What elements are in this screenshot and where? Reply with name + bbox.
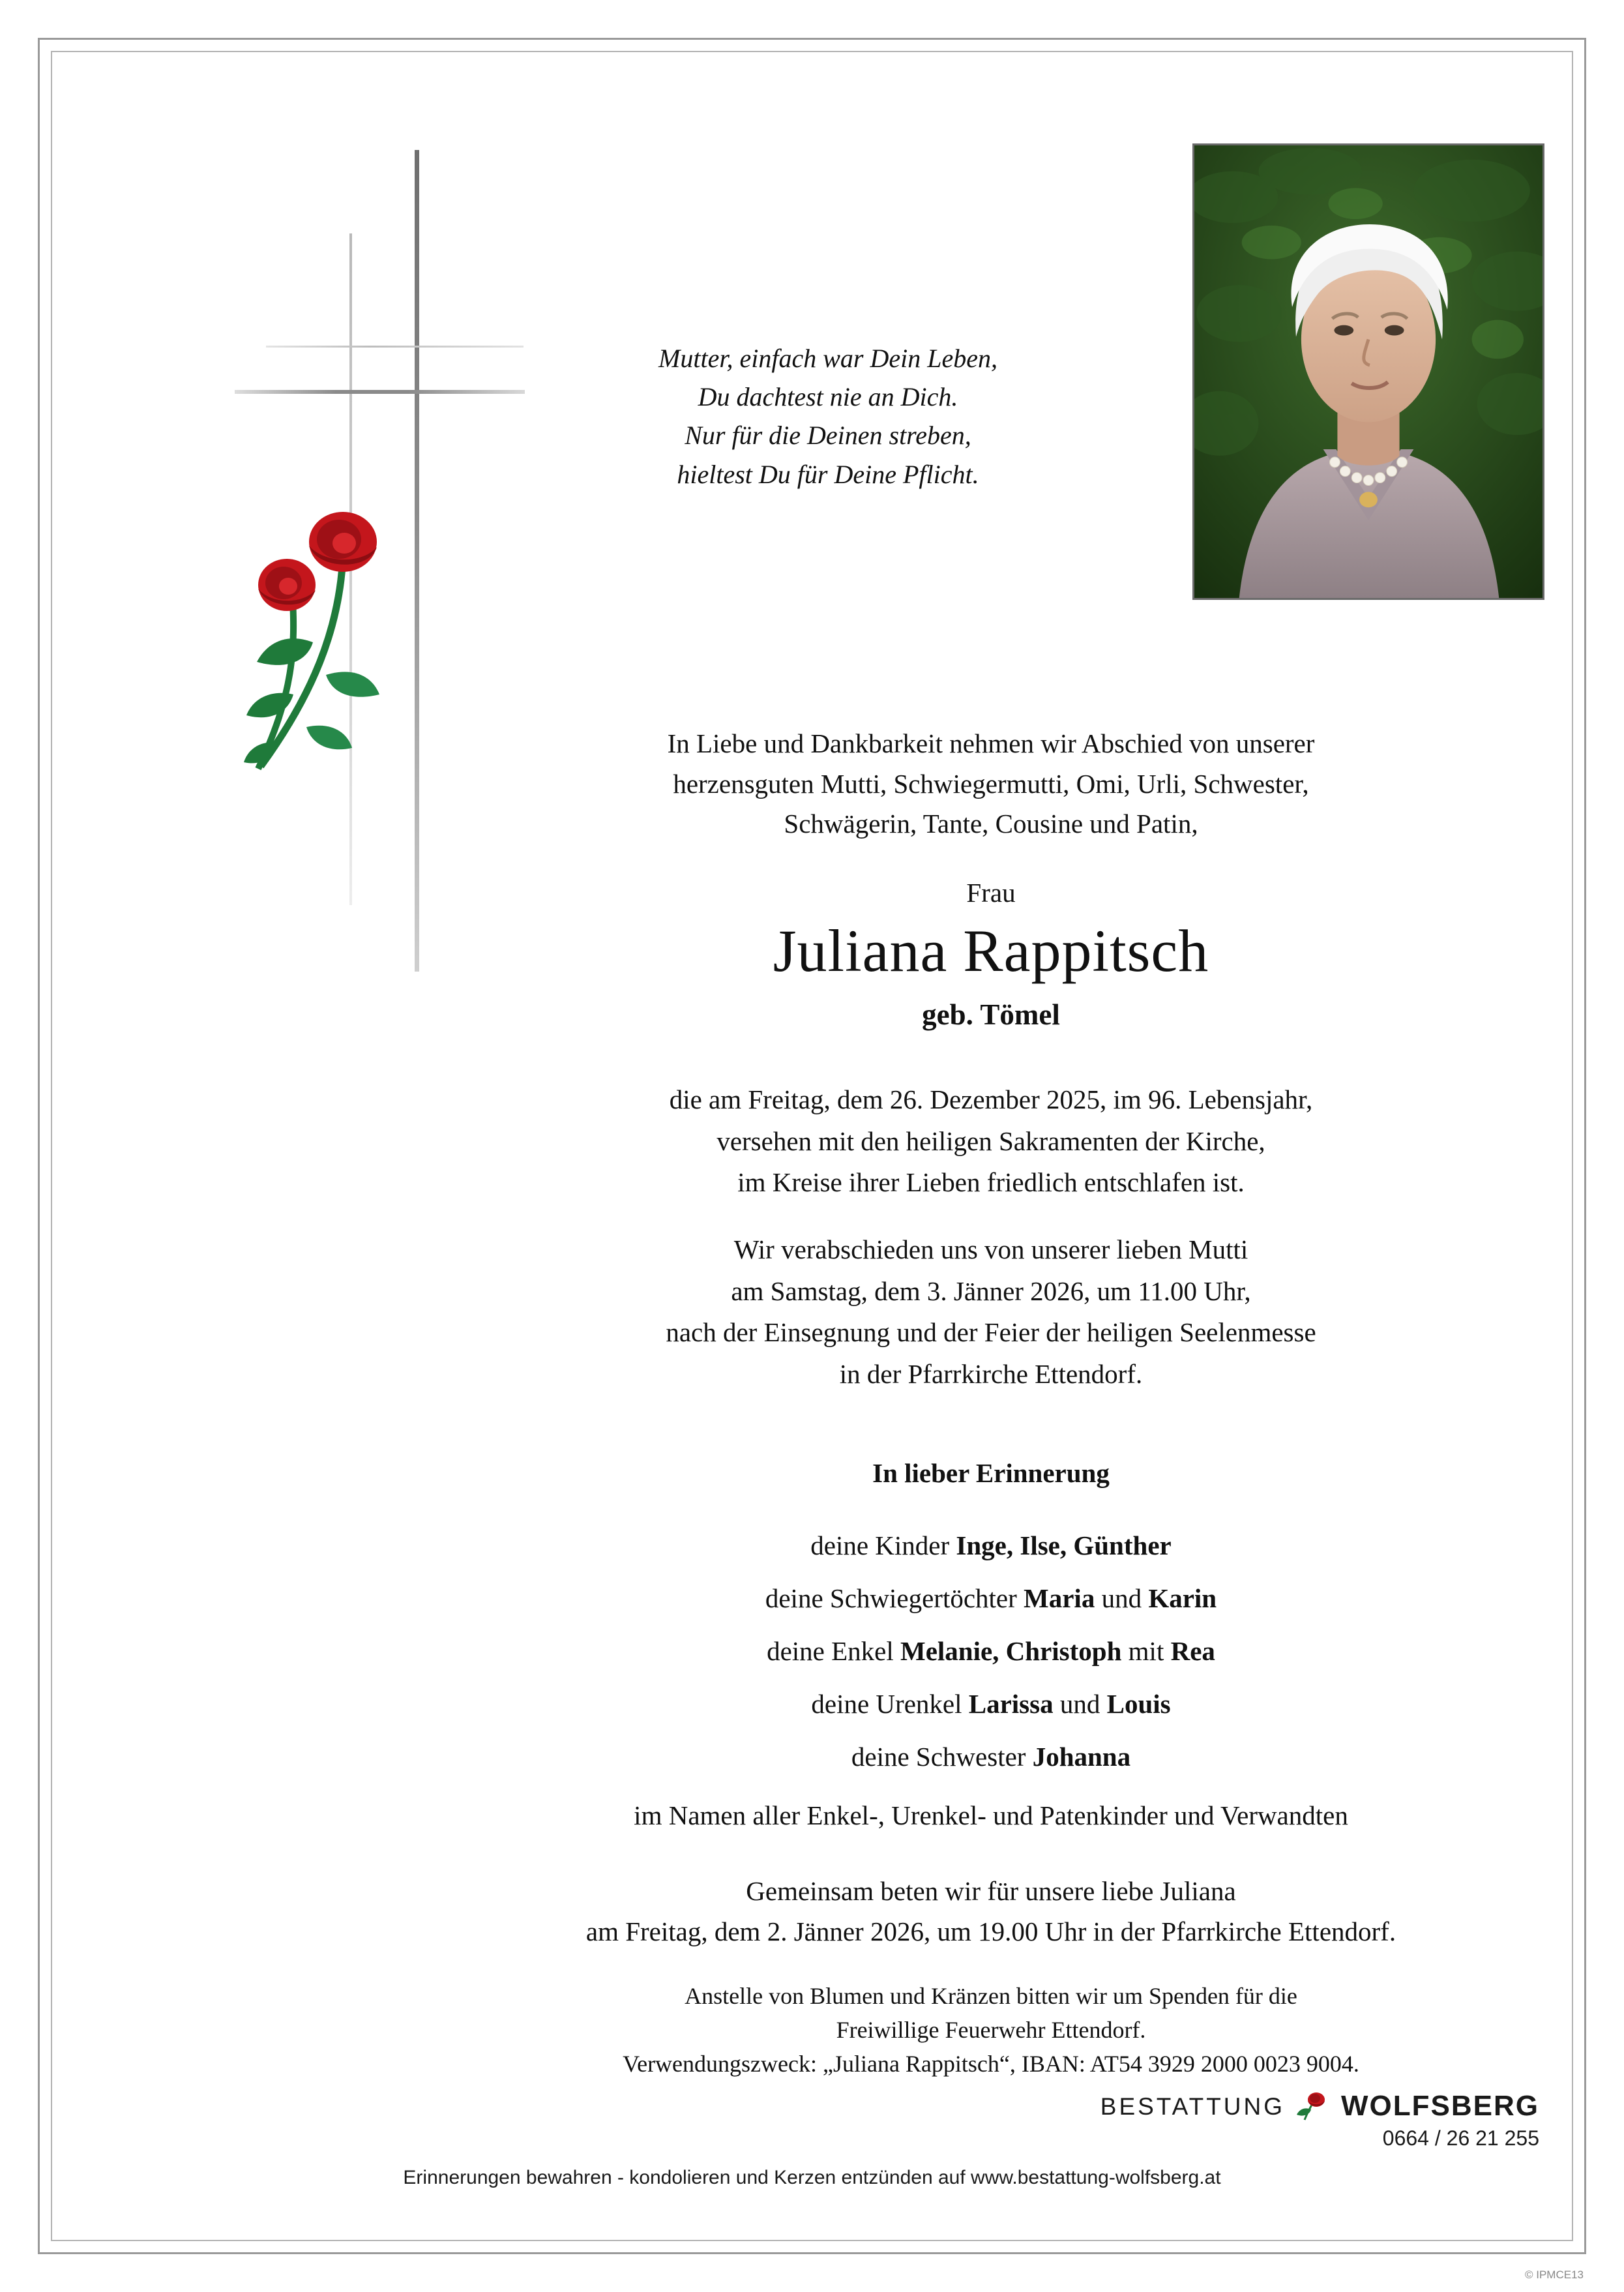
family-row: [482, 1638, 1499, 1665]
family-conjunction: und: [1095, 1583, 1149, 1613]
logo-word-bestattung: BESTATTUNG: [1100, 2092, 1286, 2120]
family-row: [482, 1585, 1499, 1612]
poem-line: hieltest Du für Deine Pflicht.: [677, 459, 979, 489]
family-names: Maria: [1024, 1583, 1095, 1613]
family-names-secondary: Rea: [1170, 1636, 1215, 1666]
donation-info: [482, 1979, 1499, 2081]
intro-line: herzensguten Mutti, Schwiegermutti, Omi, Urli, Schwester,: [673, 768, 1309, 799]
poem-line: Nur für die Deinen streben,: [685, 421, 971, 451]
farewell-info: [482, 1229, 1499, 1395]
salutation: Frau: [966, 878, 1016, 908]
farewell-line: in der Pfarrkirche Ettendorf.: [839, 1358, 1143, 1389]
family-list: [482, 1532, 1499, 1796]
family-prefix: deine Schwiegertöchter: [765, 1583, 1024, 1613]
farewell-line: nach der Einsegnung und der Feier der heiligen Seelenmesse: [666, 1317, 1316, 1348]
prayer-info: [482, 1871, 1499, 1952]
family-names-secondary: Louis: [1106, 1689, 1171, 1719]
family-names: Melanie, Christoph: [900, 1636, 1122, 1666]
cross-horizontal-bar-secondary: [266, 346, 524, 348]
intro-line: In Liebe und Dankbarkeit nehmen wir Abschied von unserer: [667, 728, 1315, 758]
death-line: im Kreise ihrer Lieben friedlich entschlafen ist.: [737, 1167, 1245, 1198]
rose-icon: [1294, 2091, 1332, 2121]
donation-line: Anstelle von Blumen und Kränzen bitten wir um Spenden für die: [685, 1983, 1297, 2009]
poem: [561, 339, 1095, 494]
family-row: [482, 1532, 1499, 1559]
death-line: versehen mit den heiligen Sakramenten der Kirche,: [716, 1125, 1265, 1156]
corner-mark: © IPMCE13: [1525, 2269, 1584, 2281]
intro-text: [482, 724, 1499, 844]
footer-note: Erinnerungen bewahren - kondolieren und Kerzen entzünden auf www.bestattung-wolfsberg.at: [403, 2167, 1221, 2188]
farewell-line: am Samstag, dem 3. Jänner 2026, um 11.00 Uhr,: [731, 1275, 1251, 1306]
family-names: Johanna: [1032, 1742, 1131, 1772]
family-names: Larissa: [968, 1689, 1054, 1719]
memory-heading: In lieber Erinnerung: [872, 1458, 1110, 1488]
prayer-line: am Freitag, dem 2. Jänner 2026, um 19.00 Uhr in der Pfarrkirche Ettendorf.: [585, 1916, 1396, 1946]
portrait-photo: [1192, 143, 1544, 600]
intro-line: Schwägerin, Tante, Cousine und Patin,: [784, 809, 1198, 839]
farewell-line: Wir verabschieden uns von unserer lieben Mutti: [733, 1234, 1248, 1264]
poem-line: Du dachtest nie an Dich.: [698, 382, 958, 412]
cross-horizontal-bar: [235, 390, 525, 394]
poem-line: Mutter, einfach war Dein Leben,: [658, 344, 997, 373]
roses-icon: [215, 479, 489, 805]
logo-word-wolfsberg: WOLFSBERG: [1341, 2090, 1539, 2122]
funeral-home-logo: [1100, 2091, 1539, 2149]
donation-line: Freiwillige Feuerwehr Ettendorf.: [836, 2017, 1146, 2044]
family-names-secondary: Karin: [1148, 1583, 1217, 1613]
family-row: [482, 1744, 1499, 1770]
death-info: [482, 1079, 1499, 1204]
family-row: [482, 1691, 1499, 1718]
card-content: [65, 65, 1559, 2227]
cross-icon: [170, 150, 509, 965]
prayer-line: Gemeinsam beten wir für unsere liebe Juliana: [746, 1876, 1236, 1906]
family-prefix: deine Urenkel: [811, 1689, 969, 1719]
death-line: die am Freitag, dem 26. Dezember 2025, im 96. Lebensjahr,: [669, 1084, 1313, 1114]
maiden-name: geb. Tömel: [922, 998, 1060, 1031]
family-names: Inge, Ilse, Günther: [956, 1530, 1172, 1560]
deceased-name: Juliana Rappitsch: [773, 917, 1209, 984]
family-prefix: deine Kinder: [810, 1530, 956, 1560]
family-conjunction: und: [1053, 1689, 1107, 1719]
family-prefix: deine Schwester: [851, 1742, 1033, 1772]
donation-line: Verwendungszweck: „Juliana Rappitsch“, IBAN: AT54 3929 2000 0023 9004.: [623, 2051, 1359, 2077]
logo-row: [1100, 2091, 1539, 2121]
behalf-text: im Namen aller Enkel-, Urenkel- und Patenkinder und Verwandten: [634, 1800, 1348, 1830]
logo-phone: 0664 / 26 21 255: [1382, 2126, 1539, 2150]
family-conjunction: mit: [1121, 1636, 1171, 1666]
family-prefix: deine Enkel: [767, 1636, 900, 1666]
